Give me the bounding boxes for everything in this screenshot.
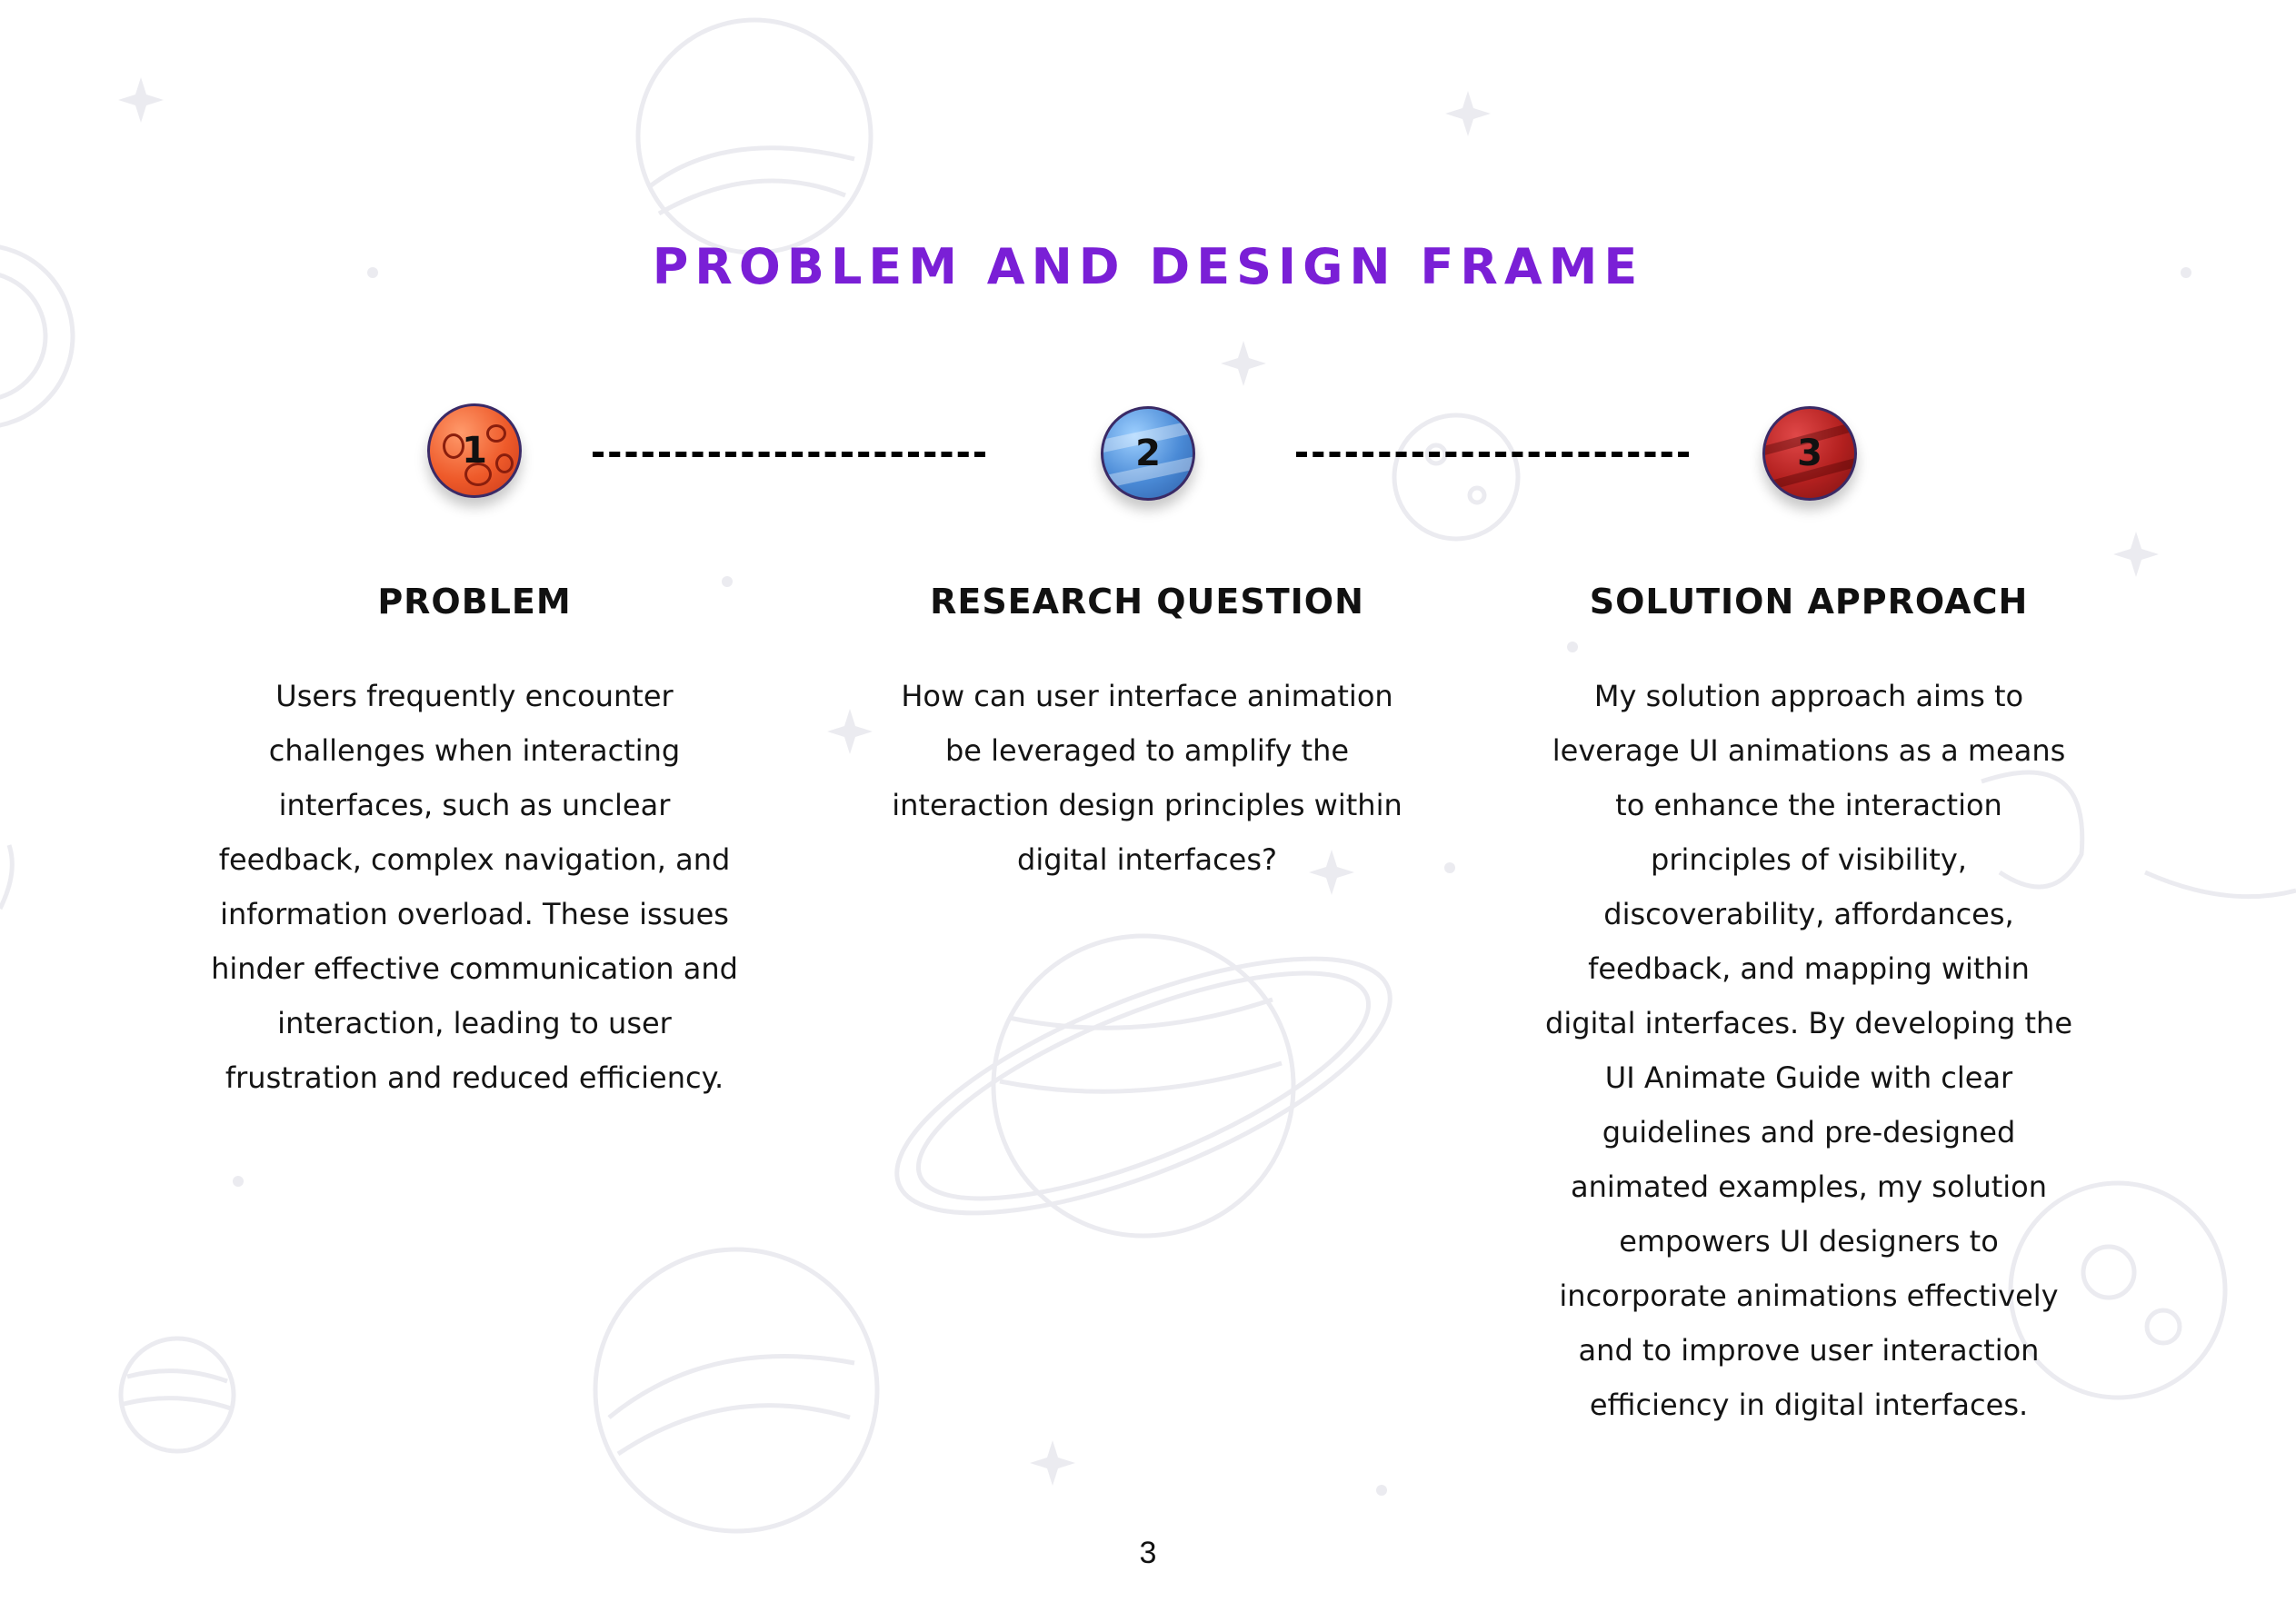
column-heading: PROBLEM <box>377 582 572 622</box>
background-planet-doodle <box>595 1249 877 1531</box>
page-title: PROBLEM AND DESIGN FRAME <box>652 238 1644 295</box>
step-3-planet-icon <box>1762 406 1857 501</box>
step-number: 1 <box>462 430 487 472</box>
step-1-planet-icon <box>427 403 522 498</box>
sparkle-doodle <box>1221 341 1266 386</box>
step-number: 3 <box>1797 433 1822 474</box>
sparkle-doodle <box>2113 532 2159 577</box>
solution-approach-column <box>1536 582 2081 1432</box>
column-heading: SOLUTION APPROACH <box>1589 582 2029 622</box>
dashed-connector <box>1296 452 1689 457</box>
research-question-column <box>874 582 1420 887</box>
sparkle-doodle <box>1030 1440 1075 1486</box>
page-number: 3 <box>1139 1536 1157 1570</box>
sparkle-doodle <box>827 709 873 754</box>
background-planet-doodle <box>121 1338 234 1451</box>
step-number: 2 <box>1135 433 1161 474</box>
column-body: How can user interface animation be leveraged to amplify the interaction design principles within digital interfaces? <box>892 679 1403 877</box>
step-2-planet-icon <box>1101 406 1195 501</box>
problem-column <box>202 582 747 1105</box>
column-body: Users frequently encounter challenges when interacting interfaces, such as unclear feedback, complex navigation, and information overload. These issues hinder effective communication and interaction, leading to user frustration and reduced efficiency. <box>211 679 738 1095</box>
background-planet-doodle <box>1394 415 1518 539</box>
background-planet-doodle <box>638 20 871 253</box>
dashed-connector <box>593 452 985 457</box>
sparkle-doodle <box>1445 91 1491 136</box>
column-heading: RESEARCH QUESTION <box>930 582 1364 622</box>
sparkle-doodle <box>118 77 164 123</box>
column-body: My solution approach aims to leverage UI animations as a means to enhance the interaction principles of visibility, discoverability, affordances, feedback, and mapping within digital interfaces. By developing the UI Animate Guide with clear guidelines and pre-designed animated examples, my solution empowers UI designers to incorporate animations effectively and to improve user interaction efficiency in digital interfaces. <box>1545 679 2072 1422</box>
